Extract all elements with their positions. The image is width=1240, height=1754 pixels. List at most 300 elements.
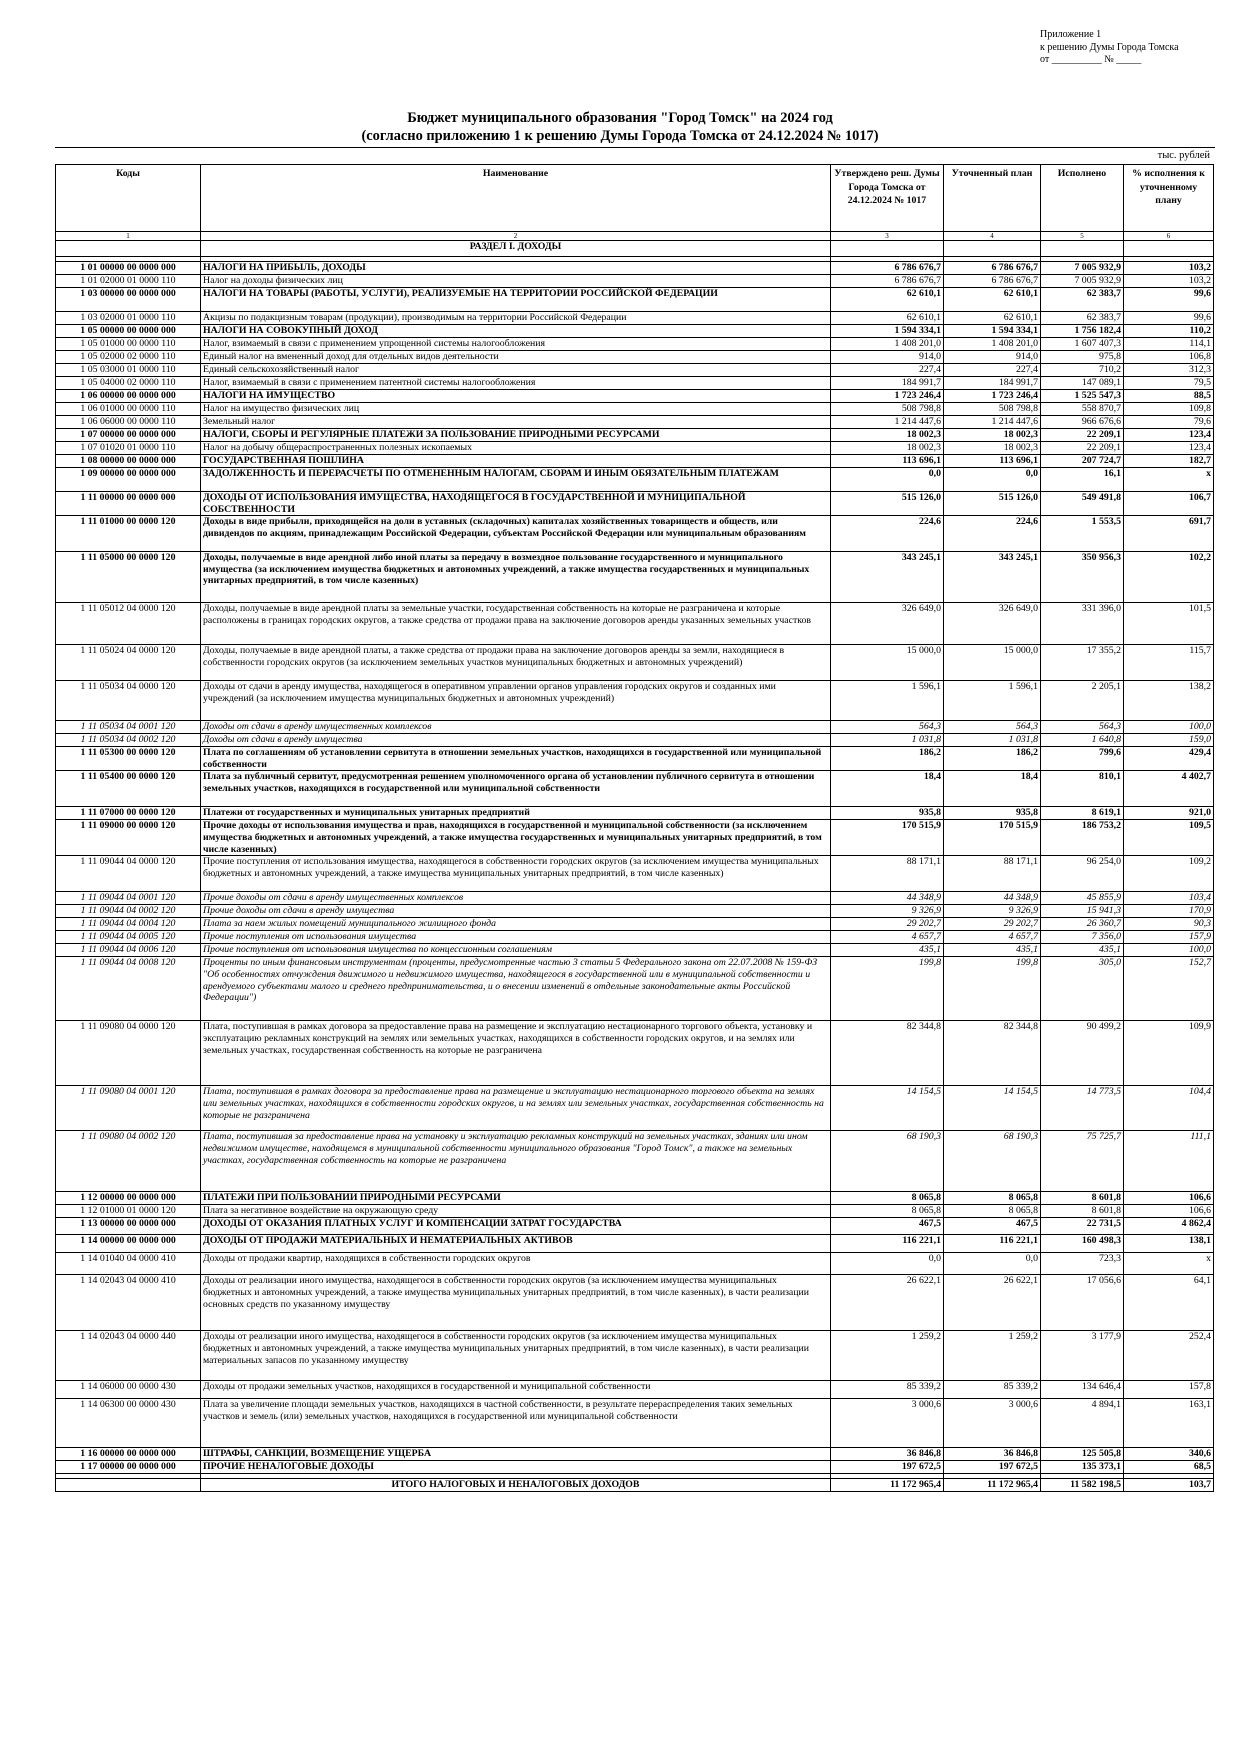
row-percent: 103,2 (1124, 275, 1214, 288)
row-percent: 64,1 (1124, 1275, 1214, 1331)
row-refined-plan: 184 991,7 (944, 377, 1041, 390)
column-number: 1 (56, 232, 201, 241)
row-percent: 170,9 (1124, 905, 1214, 918)
row-percent: 106,6 (1124, 1192, 1214, 1205)
row-code: 1 06 00000 00 0000 000 (56, 390, 201, 403)
section-title: РАЗДЕЛ I. ДОХОДЫ (201, 241, 831, 257)
row-refined-plan: 62 610,1 (944, 312, 1041, 325)
row-name: НАЛОГИ НА ПРИБЫЛЬ, ДОХОДЫ (201, 262, 831, 275)
units-label: тыс. рублей (1157, 150, 1210, 161)
row-percent: 109,9 (1124, 1021, 1214, 1086)
row-code: 1 11 01000 00 0000 120 (56, 516, 201, 552)
row-code: 1 11 09000 00 0000 120 (56, 820, 201, 856)
row-code: 1 11 05012 04 0000 120 (56, 603, 201, 645)
row-name: Плата по соглашениям об установлении сервитута в отношении земельных участков, находящихся в государственной или муниципальной собственности (201, 747, 831, 771)
row-refined-plan: 914,0 (944, 351, 1041, 364)
table-row (56, 403, 1214, 416)
row-percent: 157,8 (1124, 1381, 1214, 1399)
row-executed: 186 753,2 (1041, 820, 1124, 856)
row-executed: 75 725,7 (1041, 1131, 1124, 1192)
row-code: 1 11 05000 00 0000 120 (56, 552, 201, 603)
row-executed: 1 640,8 (1041, 734, 1124, 747)
row-name: Плата, поступившая за предоставление права на установку и эксплуатацию рекламных конструкций на земельных участках, зданиях или ином недвижимом имуществе, находящемся в муниципальной собственности муниципального образования "Город Томск", а также на земельных участках, государственная собственность на которые не разграничена (201, 1131, 831, 1192)
row-executed: 435,1 (1041, 944, 1124, 957)
row-executed: 134 646,4 (1041, 1381, 1124, 1399)
row-approved: 184 991,7 (831, 377, 944, 390)
row-executed: 799,6 (1041, 747, 1124, 771)
row-percent: 99,6 (1124, 312, 1214, 325)
row-code: 1 01 02000 01 0000 110 (56, 275, 201, 288)
row-name: Доходы в виде прибыли, приходящейся на доли в уставных (складочных) капиталах хозяйственных товариществ и обществ, или дивидендов по акциям, принадлежащим Российской Федерации, субъектам Российской Федерации или муниципальным образованиям (201, 516, 831, 552)
row-percent: 111,1 (1124, 1131, 1214, 1192)
table-row (56, 1448, 1214, 1461)
row-executed: 147 089,1 (1041, 377, 1124, 390)
row-percent: 115,7 (1124, 645, 1214, 681)
row-code: 1 01 00000 00 0000 000 (56, 262, 201, 275)
table-row (56, 1381, 1214, 1399)
table-row (56, 429, 1214, 442)
row-percent: 110,2 (1124, 325, 1214, 338)
table-row (56, 1086, 1214, 1131)
row-name: Доходы от продажи земельных участков, находящихся в государственной и муниципальной собственности (201, 1381, 831, 1399)
row-percent: 691,7 (1124, 516, 1214, 552)
row-percent: 109,5 (1124, 820, 1214, 856)
row-approved: 0,0 (831, 468, 944, 492)
column-number: 2 (201, 232, 831, 241)
row-percent: 138,1 (1124, 1235, 1214, 1253)
appendix-line-3: от __________ № _____ (1040, 54, 1142, 65)
row-percent: 921,0 (1124, 807, 1214, 820)
table-row (56, 1253, 1214, 1275)
row-executed: 1 525 547,3 (1041, 390, 1124, 403)
row-approved: 435,1 (831, 944, 944, 957)
row-code: 1 05 02000 02 0000 110 (56, 351, 201, 364)
row-refined-plan: 515 126,0 (944, 492, 1041, 516)
header-executed: Исполнено (1041, 165, 1124, 232)
row-name: Налог, взимаемый в связи с применением упрощенной системы налогообложения (201, 338, 831, 351)
row-approved: 18 002,3 (831, 442, 944, 455)
row-refined-plan: 88 171,1 (944, 856, 1041, 892)
header-name: Наименование (201, 165, 831, 232)
row-refined-plan: 508 798,8 (944, 403, 1041, 416)
row-code: 1 14 02043 04 0000 440 (56, 1331, 201, 1381)
table-row (56, 1131, 1214, 1192)
row-code: 1 11 05034 04 0001 120 (56, 721, 201, 734)
row-code: 1 14 06000 00 0000 430 (56, 1381, 201, 1399)
row-percent: 123,4 (1124, 429, 1214, 442)
row-percent: 252,4 (1124, 1331, 1214, 1381)
row-approved: 85 339,2 (831, 1381, 944, 1399)
row-executed: 125 505,8 (1041, 1448, 1124, 1461)
row-percent: 106,7 (1124, 492, 1214, 516)
row-percent: 104,4 (1124, 1086, 1214, 1131)
row-code: 1 11 09044 04 0002 120 (56, 905, 201, 918)
row-code: 1 05 00000 00 0000 000 (56, 325, 201, 338)
row-approved: 515 126,0 (831, 492, 944, 516)
table-row (56, 262, 1214, 275)
row-refined-plan: 1 723 246,4 (944, 390, 1041, 403)
row-percent: 106,8 (1124, 351, 1214, 364)
row-refined-plan: 0,0 (944, 1253, 1041, 1275)
row-executed: 207 724,7 (1041, 455, 1124, 468)
column-number: 4 (944, 232, 1041, 241)
row-approved: 227,4 (831, 364, 944, 377)
row-refined-plan: 62 610,1 (944, 288, 1041, 312)
row-approved: 15 000,0 (831, 645, 944, 681)
table-row (56, 957, 1214, 1021)
table-row (56, 918, 1214, 931)
row-refined-plan: 6 786 676,7 (944, 275, 1041, 288)
row-percent: х (1124, 1253, 1214, 1275)
row-approved: 9 326,9 (831, 905, 944, 918)
table-row (56, 931, 1214, 944)
row-name: Единый налог на вмененный доход для отдельных видов деятельности (201, 351, 831, 364)
table-row (56, 1192, 1214, 1205)
row-percent: 101,5 (1124, 603, 1214, 645)
appendix-note (1040, 29, 1179, 67)
row-code: 1 08 00000 00 0000 000 (56, 455, 201, 468)
table-row (56, 1021, 1214, 1086)
row-code: 1 11 09044 04 0008 120 (56, 957, 201, 1021)
row-approved: 1 596,1 (831, 681, 944, 721)
row-percent: 114,1 (1124, 338, 1214, 351)
row-code: 1 11 05034 04 0000 120 (56, 681, 201, 721)
row-percent: 340,6 (1124, 1448, 1214, 1461)
section-row (56, 241, 1214, 257)
row-name: Доходы от сдачи в аренду имущественных комплексов (201, 721, 831, 734)
row-percent: 138,2 (1124, 681, 1214, 721)
title-divider (55, 147, 1215, 148)
row-executed: 4 894,1 (1041, 1399, 1124, 1448)
appendix-line-2: к решению Думы Города Томска (1040, 41, 1179, 53)
row-code: 1 11 09080 04 0002 120 (56, 1131, 201, 1192)
row-percent: 429,4 (1124, 747, 1214, 771)
row-name: Доходы от сдачи в аренду имущества (201, 734, 831, 747)
row-approved: 26 622,1 (831, 1275, 944, 1331)
row-refined-plan: 935,8 (944, 807, 1041, 820)
row-approved: 1 594 334,1 (831, 325, 944, 338)
row-refined-plan: 0,0 (944, 468, 1041, 492)
row-executed: 810,1 (1041, 771, 1124, 807)
row-percent: 79,5 (1124, 377, 1214, 390)
row-refined-plan: 186,2 (944, 747, 1041, 771)
row-code: 1 14 00000 00 0000 000 (56, 1235, 201, 1253)
row-percent: х (1124, 468, 1214, 492)
table-row (56, 338, 1214, 351)
row-name: Прочие доходы от использования имущества и прав, находящихся в государственной и муниципальной собственности (за исключением имущества бюджетных и автономных учреждений, а также имущества государственных и муниципальных унитарных предприятий, в том числе казенных) (201, 820, 831, 856)
table-row (56, 603, 1214, 645)
row-executed: 350 956,3 (1041, 552, 1124, 603)
row-code: 1 03 02000 01 0000 110 (56, 312, 201, 325)
row-approved: 564,3 (831, 721, 944, 734)
table-row (56, 681, 1214, 721)
row-name: Плата за публичный сервитут, предусмотренная решением уполномоченного органа об установлении публичного сервитута в отношении земельных участков, находящихся в государственной или муниципальной собственности (201, 771, 831, 807)
row-name: Акцизы по подакцизным товарам (продукции), производимым на территории Российской Федерации (201, 312, 831, 325)
row-name: Доходы от реализации иного имущества, находящегося в собственности городских округов (за исключением имущества муниципальных бюджетных и автономных учреждений, а также имущества муниципальных унитарных предприятий, в том числе казенных), в части реализации материальных запасов по указанному имуществу (201, 1331, 831, 1381)
table-row (56, 455, 1214, 468)
row-percent: 4 862,4 (1124, 1218, 1214, 1235)
column-number-row (56, 232, 1214, 241)
row-name: Платежи от государственных и муниципальных унитарных предприятий (201, 807, 831, 820)
table-row (56, 442, 1214, 455)
row-code: 1 14 06300 00 0000 430 (56, 1399, 201, 1448)
row-approved: 44 348,9 (831, 892, 944, 905)
table-row (56, 364, 1214, 377)
row-refined-plan: 8 065,8 (944, 1205, 1041, 1218)
row-approved: 326 649,0 (831, 603, 944, 645)
row-refined-plan: 224,6 (944, 516, 1041, 552)
table-row (56, 288, 1214, 312)
header-code: Коды (56, 165, 201, 232)
row-name: Прочие доходы от сдачи в аренду имущественных комплексов (201, 892, 831, 905)
table-row (56, 1275, 1214, 1331)
row-percent: 102,2 (1124, 552, 1214, 603)
row-executed: 14 773,5 (1041, 1086, 1124, 1131)
table-row (56, 312, 1214, 325)
row-name: ШТРАФЫ, САНКЦИИ, ВОЗМЕЩЕНИЕ УЩЕРБА (201, 1448, 831, 1461)
table-row (56, 734, 1214, 747)
row-refined-plan: 44 348,9 (944, 892, 1041, 905)
row-approved: 3 000,6 (831, 1399, 944, 1448)
row-executed: 96 254,0 (1041, 856, 1124, 892)
row-name: НАЛОГИ НА ИМУЩЕСТВО (201, 390, 831, 403)
row-refined-plan: 18 002,3 (944, 429, 1041, 442)
row-percent: 163,1 (1124, 1399, 1214, 1448)
row-refined-plan: 15 000,0 (944, 645, 1041, 681)
row-percent: 100,0 (1124, 721, 1214, 734)
row-code: 1 11 09044 04 0001 120 (56, 892, 201, 905)
row-name: ДОХОДЫ ОТ ОКАЗАНИЯ ПЛАТНЫХ УСЛУГ И КОМПЕНСАЦИИ ЗАТРАТ ГОСУДАРСТВА (201, 1218, 831, 1235)
row-executed: 1 607 407,3 (1041, 338, 1124, 351)
row-percent: 152,7 (1124, 957, 1214, 1021)
row-percent: 4 402,7 (1124, 771, 1214, 807)
table-row (56, 492, 1214, 516)
row-executed: 549 491,8 (1041, 492, 1124, 516)
row-name: НАЛОГИ, СБОРЫ И РЕГУЛЯРНЫЕ ПЛАТЕЖИ ЗА ПОЛЬЗОВАНИЕ ПРИРОДНЫМИ РЕСУРСАМИ (201, 429, 831, 442)
row-executed: 7 005 932,9 (1041, 262, 1124, 275)
row-code: 1 16 00000 00 0000 000 (56, 1448, 201, 1461)
row-approved: 113 696,1 (831, 455, 944, 468)
row-name: Проценты по иным финансовым инструментам (проценты, предусмотренные частью 3 статьи 5 Федерального закона от 22.07.2008 № 159-ФЗ "Об особенностях отчуждения движимого и недвижимого имущества, находящегося в государственной или в муниципальной собственности и арендуемого субъектами малого и среднего предпринимательства, и о внесении изменений в отдельные законодательные акты Российской Федерации") (201, 957, 831, 1021)
table-row (56, 275, 1214, 288)
row-approved: 18,4 (831, 771, 944, 807)
row-executed: 564,3 (1041, 721, 1124, 734)
table-row (56, 856, 1214, 892)
row-refined-plan: 1 594 334,1 (944, 325, 1041, 338)
row-name: Доходы от продажи квартир, находящихся в собственности городских округов (201, 1253, 831, 1275)
row-code: 1 17 00000 00 0000 000 (56, 1461, 201, 1474)
row-name: ГОСУДАРСТВЕННАЯ ПОШЛИНА (201, 455, 831, 468)
row-approved: 1 031,8 (831, 734, 944, 747)
table-row (56, 807, 1214, 820)
row-name: Доходы от сдачи в аренду имущества, находящегося в оперативном управлении органов управления городских округов и созданных ими учреждений (за исключением имущества муниципальных бюджетных и автономных учреждений) (201, 681, 831, 721)
table-row (56, 747, 1214, 771)
title-line-2: (согласно приложению 1 к решению Думы Города Томска от 24.12.2024 № 1017) (361, 127, 879, 144)
row-code: 1 11 09044 04 0005 120 (56, 931, 201, 944)
row-code: 1 05 04000 02 0000 110 (56, 377, 201, 390)
row-executed: 62 383,7 (1041, 288, 1124, 312)
row-name: Прочие поступления от использования имущества по концессионным соглашениям (201, 944, 831, 957)
row-executed: 26 360,7 (1041, 918, 1124, 931)
row-approved: 62 610,1 (831, 288, 944, 312)
row-name: Плата, поступившая в рамках договора за предоставление права на размещение и эксплуатацию нестационарного торгового объекта на землях или земельных участках, находящихся в собственности городских округов, и на землях или земельных участках, государственная собственность на которые не разграничена (201, 1086, 831, 1131)
row-refined-plan: 29 202,7 (944, 918, 1041, 931)
row-code: 1 06 06000 00 0000 110 (56, 416, 201, 429)
table-row (56, 1399, 1214, 1448)
row-executed: 45 855,9 (1041, 892, 1124, 905)
row-name: ДОХОДЫ ОТ ИСПОЛЬЗОВАНИЯ ИМУЩЕСТВА, НАХОДЯЩЕГОСЯ В ГОСУДАРСТВЕННОЙ И МУНИЦИПАЛЬНОЙ СОБСТВЕННОСТИ (201, 492, 831, 516)
row-refined-plan: 1 408 201,0 (944, 338, 1041, 351)
row-name: Прочие доходы от сдачи в аренду имущества (201, 905, 831, 918)
header-approved: Утверждено реш. Думы Города Томска от 24.12.2024 № 1017 (831, 165, 944, 232)
row-executed: 135 373,1 (1041, 1461, 1124, 1474)
row-code: 1 11 05400 00 0000 120 (56, 771, 201, 807)
row-approved: 0,0 (831, 1253, 944, 1275)
budget-table (55, 164, 1214, 1492)
table-row (56, 552, 1214, 603)
row-executed: 7 005 932,9 (1041, 275, 1124, 288)
header-percent: % исполнения к уточненному плану (1124, 165, 1214, 232)
row-approved: 935,8 (831, 807, 944, 820)
row-name: НАЛОГИ НА СОВОКУПНЫЙ ДОХОД (201, 325, 831, 338)
row-name: Налог на доходы физических лиц (201, 275, 831, 288)
table-row (56, 1461, 1214, 1474)
row-code: 1 14 01040 04 0000 410 (56, 1253, 201, 1275)
row-executed: 723,3 (1041, 1253, 1124, 1275)
row-executed: 7 356,0 (1041, 931, 1124, 944)
row-refined-plan: 116 221,1 (944, 1235, 1041, 1253)
row-percent: 312,3 (1124, 364, 1214, 377)
total-executed: 11 582 198,5 (1041, 1479, 1124, 1492)
row-name: Земельный налог (201, 416, 831, 429)
row-name: Плата за увеличение площади земельных участков, находящихся в частной собственности, в результате перераспределения таких земельных участков и земель (или) земельных участков, находящихся в государственной или муниципальной собственности (201, 1399, 831, 1448)
row-approved: 116 221,1 (831, 1235, 944, 1253)
row-executed: 975,8 (1041, 351, 1124, 364)
row-refined-plan: 1 596,1 (944, 681, 1041, 721)
row-executed: 17 355,2 (1041, 645, 1124, 681)
row-executed: 558 870,7 (1041, 403, 1124, 416)
row-code: 1 11 05034 04 0002 120 (56, 734, 201, 747)
row-approved: 6 786 676,7 (831, 275, 944, 288)
row-code: 1 07 00000 00 0000 000 (56, 429, 201, 442)
row-executed: 305,0 (1041, 957, 1124, 1021)
row-name: Прочие поступления от использования имущества (201, 931, 831, 944)
row-name: Доходы, получаемые в виде арендной либо иной платы за передачу в возмездное пользование государственного и муниципального имущества (за исключением имущества бюджетных и автономных учреждений, а также имущества государственных и муниципальных унитарных предприятий, в том числе казенных) (201, 552, 831, 603)
column-number: 6 (1124, 232, 1214, 241)
row-refined-plan: 343 245,1 (944, 552, 1041, 603)
row-refined-plan: 85 339,2 (944, 1381, 1041, 1399)
row-name: Плата за наем жилых помещений муниципального жилищного фонда (201, 918, 831, 931)
row-approved: 14 154,5 (831, 1086, 944, 1131)
row-percent: 79,6 (1124, 416, 1214, 429)
row-executed: 22 209,1 (1041, 429, 1124, 442)
total-code (56, 1479, 201, 1492)
row-percent: 123,4 (1124, 442, 1214, 455)
row-approved: 36 846,8 (831, 1448, 944, 1461)
row-name: Плата за негативное воздействие на окружающую среду (201, 1205, 831, 1218)
table-row (56, 645, 1214, 681)
row-approved: 186,2 (831, 747, 944, 771)
total-percent: 103,7 (1124, 1479, 1214, 1492)
row-approved: 8 065,8 (831, 1205, 944, 1218)
row-code: 1 11 05300 00 0000 120 (56, 747, 201, 771)
row-code: 1 11 07000 00 0000 120 (56, 807, 201, 820)
row-percent: 68,5 (1124, 1461, 1214, 1474)
row-refined-plan: 199,8 (944, 957, 1041, 1021)
table-row (56, 416, 1214, 429)
row-refined-plan: 1 214 447,6 (944, 416, 1041, 429)
row-name: Доходы, получаемые в виде арендной платы, а также средства от продажи права на заключение договоров аренды за земли, находящиеся в собственности городских округов (за исключением земельных участков муниципальных бюджетных и автономных учреждений) (201, 645, 831, 681)
row-refined-plan: 1 031,8 (944, 734, 1041, 747)
total-name: ИТОГО НАЛОГОВЫХ И НЕНАЛОГОВЫХ ДОХОДОВ (201, 1479, 831, 1492)
row-executed: 966 676,6 (1041, 416, 1124, 429)
row-code: 1 11 00000 00 0000 000 (56, 492, 201, 516)
row-executed: 1 553,5 (1041, 516, 1124, 552)
row-refined-plan: 326 649,0 (944, 603, 1041, 645)
table-row (56, 771, 1214, 807)
row-name: Налог на добычу общераспространенных полезных ископаемых (201, 442, 831, 455)
row-approved: 62 610,1 (831, 312, 944, 325)
row-code: 1 05 01000 00 0000 110 (56, 338, 201, 351)
table-row (56, 1331, 1214, 1381)
row-code: 1 11 09044 04 0000 120 (56, 856, 201, 892)
row-approved: 8 065,8 (831, 1192, 944, 1205)
row-approved: 224,6 (831, 516, 944, 552)
row-approved: 343 245,1 (831, 552, 944, 603)
table-row (56, 468, 1214, 492)
row-executed: 331 396,0 (1041, 603, 1124, 645)
row-code: 1 11 09044 04 0004 120 (56, 918, 201, 931)
row-executed: 62 383,7 (1041, 312, 1124, 325)
row-percent: 99,6 (1124, 288, 1214, 312)
row-name: Доходы от реализации иного имущества, находящегося в собственности городских округов (за исключением имущества муниципальных бюджетных и автономных учреждений, а также имущества муниципальных унитарных предприятий, в том числе казенных), в части реализации основных средств по указанному имуществу (201, 1275, 831, 1331)
table-row (56, 820, 1214, 856)
row-refined-plan: 18,4 (944, 771, 1041, 807)
table-row (56, 1218, 1214, 1235)
row-executed: 17 056,6 (1041, 1275, 1124, 1331)
row-name: Доходы, получаемые в виде арендной платы за земельные участки, государственная собственность на которые не разграничена и которые расположены в границах городских округов, а также средства от продажи права на заключение договоров аренды указанных земельных участков (201, 603, 831, 645)
row-executed: 710,2 (1041, 364, 1124, 377)
total-row (56, 1479, 1214, 1492)
row-approved: 29 202,7 (831, 918, 944, 931)
table-row (56, 905, 1214, 918)
table-row (56, 1235, 1214, 1253)
row-percent: 100,0 (1124, 944, 1214, 957)
row-refined-plan: 18 002,3 (944, 442, 1041, 455)
row-executed: 16,1 (1041, 468, 1124, 492)
row-refined-plan: 8 065,8 (944, 1192, 1041, 1205)
row-code: 1 14 02043 04 0000 410 (56, 1275, 201, 1331)
document-title (0, 110, 1240, 145)
row-name: Единый сельскохозяйственный налог (201, 364, 831, 377)
row-executed: 15 941,3 (1041, 905, 1124, 918)
row-refined-plan: 26 622,1 (944, 1275, 1041, 1331)
row-executed: 8 601,8 (1041, 1192, 1124, 1205)
row-approved: 1 259,2 (831, 1331, 944, 1381)
row-percent: 182,7 (1124, 455, 1214, 468)
row-refined-plan: 14 154,5 (944, 1086, 1041, 1131)
row-executed: 22 209,1 (1041, 442, 1124, 455)
row-percent: 103,2 (1124, 262, 1214, 275)
row-percent: 103,4 (1124, 892, 1214, 905)
row-percent: 106,6 (1124, 1205, 1214, 1218)
row-approved: 199,8 (831, 957, 944, 1021)
row-approved: 68 190,3 (831, 1131, 944, 1192)
row-code: 1 12 00000 00 0000 000 (56, 1192, 201, 1205)
table-row (56, 721, 1214, 734)
row-code: 1 11 09080 04 0001 120 (56, 1086, 201, 1131)
row-code: 1 11 05024 04 0000 120 (56, 645, 201, 681)
